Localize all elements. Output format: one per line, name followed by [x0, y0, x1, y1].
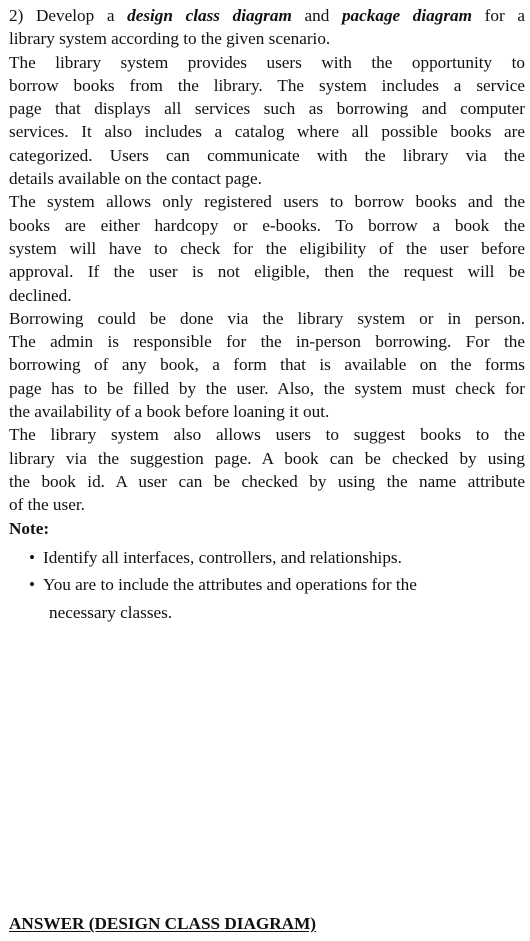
text-line: system will have to check for the eligibility of the user before — [9, 238, 525, 258]
intro-connector: and — [291, 6, 342, 25]
text-line: The admin is responsible for the in-person borrowing. For the — [9, 332, 525, 352]
note-bullet-item — [9, 544, 525, 572]
text-line: services. It also includes a catalog where all possible books are — [9, 122, 525, 142]
question-intro-line — [9, 4, 525, 27]
text-line: library via the suggestion page. A book can be checked by using — [9, 448, 525, 468]
text-line: declined. — [9, 285, 72, 305]
package-diagram-emphasis: package diagram — [341, 6, 473, 25]
note-bullet-item — [9, 571, 525, 599]
answer-heading: ANSWER (DESIGN CLASS DIAGRAM) — [9, 914, 317, 933]
note-bullet-list — [9, 544, 525, 627]
bullet-text: Identify all interfaces, controllers, and relationships. — [43, 547, 402, 567]
intro-suffix: for a — [472, 6, 525, 25]
bullet-icon: • — [29, 547, 36, 567]
note-label: Note: — [9, 518, 50, 538]
text-line: details available on the contact page. — [9, 169, 262, 189]
text-line: page has to be filled by the user. Also, the system must check for — [9, 378, 525, 398]
intro-prefix: 2) Develop a — [9, 6, 128, 25]
text-line: categorized. Users can communicate with the library via the — [9, 145, 525, 165]
bullet-continuation: necessary classes. — [49, 602, 173, 622]
bullet-icon: • — [29, 575, 36, 595]
text-line: books are either hardcopy or e-books. To borrow a book the — [9, 215, 525, 235]
text-line: of the user. — [9, 495, 85, 515]
question-block — [9, 4, 525, 626]
text-line: approval. If the user is not eligible, then the request will be — [9, 262, 525, 282]
text-line: The system allows only registered users to borrow books and the — [9, 192, 525, 212]
text-line: borrow books from the library. The system includes a service — [9, 75, 525, 95]
text-line: page that displays all services such as borrowing and computer — [9, 99, 525, 119]
design-class-diagram-emphasis: design class diagram — [127, 6, 292, 25]
text-line: The library system provides users with the opportunity to — [9, 52, 525, 72]
bullet-text: You are to include the attributes and operations for the — [43, 575, 417, 595]
text-line: the book id. A user can be checked by using the name attribute — [9, 471, 525, 491]
text-line: library system according to the given scenario. — [9, 29, 331, 49]
text-line: Borrowing could be done via the library system or in person. — [9, 308, 525, 328]
text-line: the availability of a book before loaning it out. — [9, 402, 330, 422]
text-line: borrowing of any book, a form that is available on the forms — [9, 355, 525, 375]
text-line: The library system also allows users to suggest books to the — [9, 425, 525, 445]
